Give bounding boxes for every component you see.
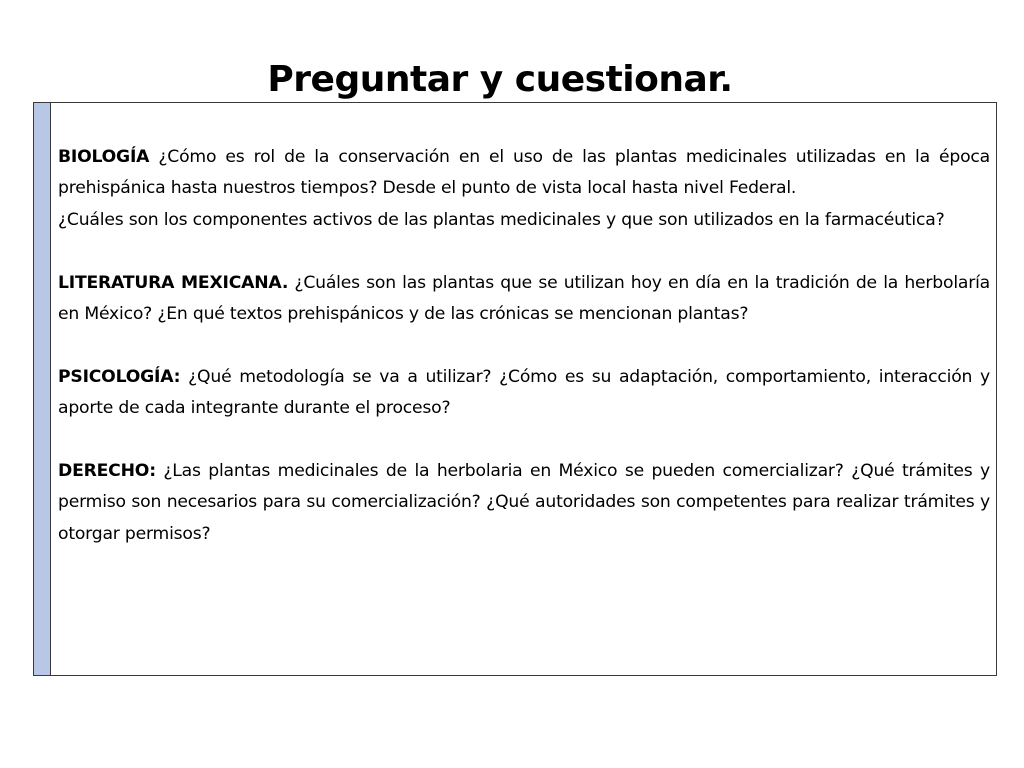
- text-biologia-2: ¿Cuáles son los componentes activos de las plantas medicinales y que son utilizados en la farmacéutica?: [58, 209, 945, 230]
- label-psicologia: PSICOLOGÍA:: [58, 366, 181, 387]
- label-biologia: BIOLOGÍA: [58, 147, 150, 167]
- text-psicologia: ¿Qué metodología se va a utilizar? ¿Cómo es su adaptación, comportamiento, interacción y aporte de cada integrante durante el proceso?: [58, 366, 990, 419]
- text-area: [51, 103, 996, 675]
- text-biologia: ¿Cómo es rol de la conservación en el uso de las plantas medicinales utilizadas en la época prehispánica hasta nuestros tiempos? Desde el punto de vista local hasta nivel Federal.: [58, 147, 990, 199]
- paragraph-biologia: [58, 142, 990, 205]
- paragraph-derecho: [58, 456, 990, 550]
- accent-bar: [34, 103, 51, 675]
- spacer: [58, 236, 990, 267]
- spacer: [58, 330, 990, 361]
- label-literatura: LITERATURA MEXICANA.: [58, 272, 289, 293]
- text-literatura: ¿Cuáles son las plantas que se utilizan hoy en día en la tradición de la herbolaría en México? ¿En qué textos prehispánicos y de las crónicas se mencionan plantas?: [58, 272, 991, 325]
- content-box: [33, 102, 997, 676]
- paragraph-psicologia: [58, 362, 990, 425]
- slide-title: Preguntar y cuestionar.: [267, 59, 733, 101]
- label-derecho: DERECHO:: [58, 461, 156, 482]
- paragraph-biologia-2: [58, 205, 990, 236]
- paragraph-literatura: [58, 268, 990, 331]
- text-derecho: ¿Las plantas medicinales de la herbolaria en México se pueden comercializar? ¿Qué trámites y permiso son necesarios para su comercialización? ¿Qué autoridades son competentes para realizar trámites y otorgar permisos?: [58, 461, 990, 544]
- spacer: [58, 425, 990, 456]
